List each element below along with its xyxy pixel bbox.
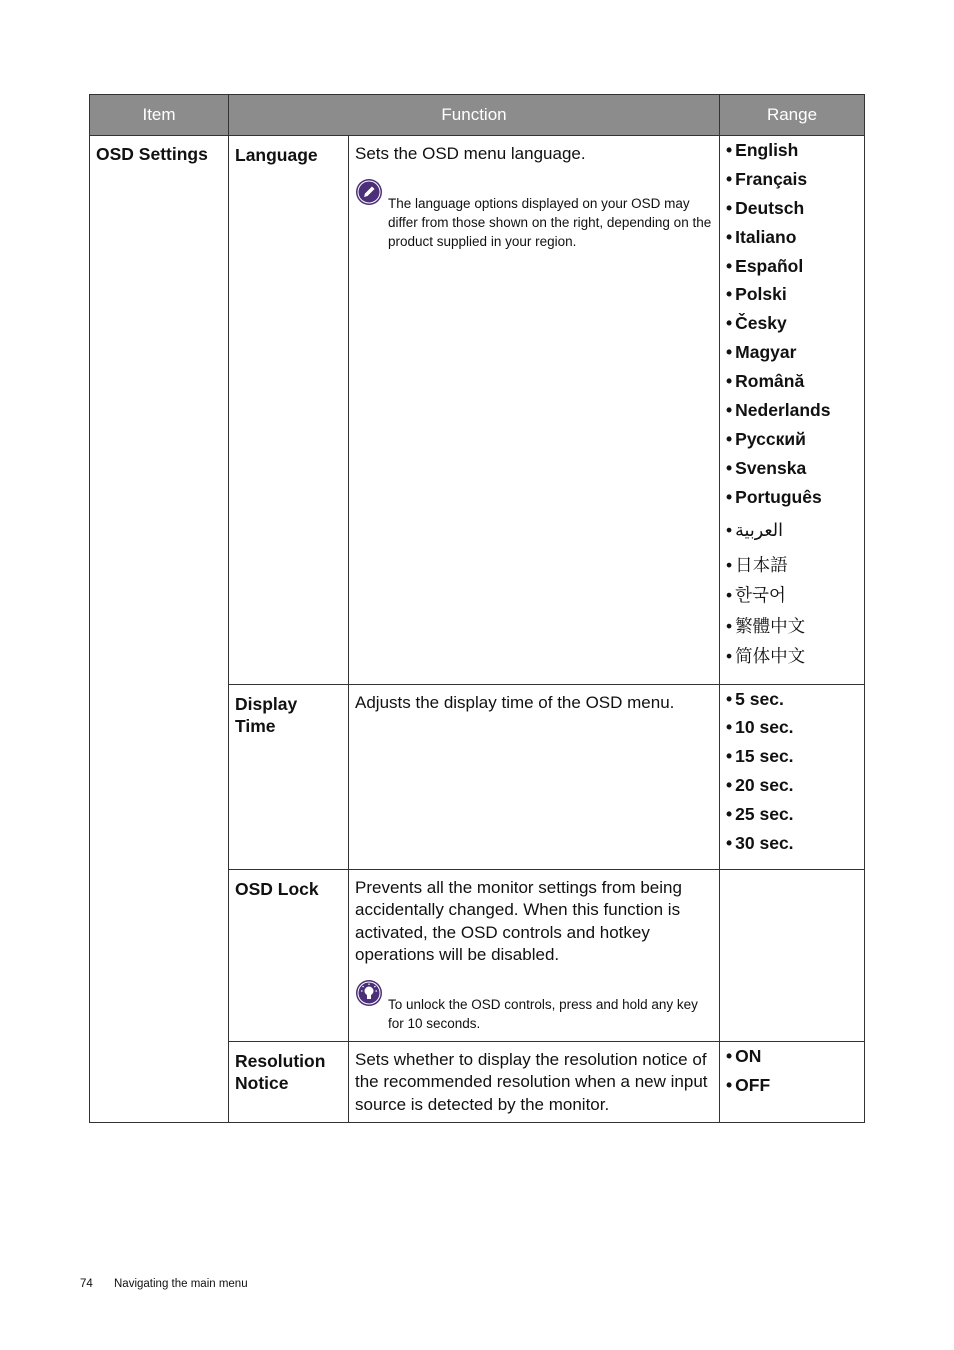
header-range: Range xyxy=(720,95,865,136)
range-option xyxy=(726,141,858,170)
option-label: 25 sec. xyxy=(735,804,794,825)
range-option xyxy=(726,617,858,648)
range-option xyxy=(726,647,858,678)
option-label: 15 sec. xyxy=(735,746,794,767)
option-label: Svenska xyxy=(735,457,807,478)
page-number: 74 xyxy=(80,1278,93,1290)
sub-item-osd-lock: OSD Lock xyxy=(229,869,349,1041)
sub-item-language: Language xyxy=(229,136,349,685)
sub-item-resolution-notice: Resolution Notice xyxy=(229,1041,349,1123)
footer-section-title: Navigating the main menu xyxy=(114,1278,248,1290)
option-label: 繁體中文 xyxy=(735,615,806,636)
table-row-language xyxy=(90,136,865,685)
bullet: • xyxy=(726,519,733,540)
range-option xyxy=(726,776,858,805)
resolution-notice-options-list xyxy=(726,1047,858,1105)
bullet: • xyxy=(726,428,733,449)
pencil-icon xyxy=(355,178,383,206)
bullet: • xyxy=(726,615,733,636)
language-note-text: The language options displayed on your OSD may differ from those shown on the right, depending on the product supplied in your region. xyxy=(388,195,712,249)
range-option xyxy=(726,285,858,314)
lightbulb-icon xyxy=(355,979,383,1007)
option-label: العربية xyxy=(735,519,783,540)
bullet: • xyxy=(726,1074,733,1095)
osd-lock-note-text: To unlock the OSD controls, press and hold any key for 10 seconds. xyxy=(388,996,698,1031)
option-label: Magyar xyxy=(735,342,797,363)
option-label: 10 sec. xyxy=(735,717,794,738)
range-option xyxy=(726,834,858,863)
sub-item-display-time: Display Time xyxy=(229,684,349,869)
option-label: Português xyxy=(735,486,822,507)
option-label: 30 sec. xyxy=(735,833,794,854)
bullet: • xyxy=(726,457,733,478)
option-label: Nederlands xyxy=(735,400,831,421)
bullet: • xyxy=(726,646,733,667)
range-display-time xyxy=(720,684,865,869)
bullet: • xyxy=(726,717,733,738)
option-label: Deutsch xyxy=(735,197,805,218)
range-option xyxy=(726,718,858,747)
range-option xyxy=(726,170,858,199)
resolution-notice-description: Sets whether to display the resolution notice of the recommended resolution when a new input source is detected by the monitor. xyxy=(355,1049,708,1114)
language-note xyxy=(355,180,713,251)
bullet: • xyxy=(726,775,733,796)
bullet: • xyxy=(726,226,733,247)
range-option xyxy=(726,199,858,228)
bullet: • xyxy=(726,688,733,709)
bullet: • xyxy=(726,554,733,575)
bullet: • xyxy=(726,746,733,767)
range-option xyxy=(726,1047,858,1076)
range-option xyxy=(726,430,858,459)
range-option xyxy=(726,556,858,587)
osd-settings-table xyxy=(89,94,865,1123)
bullet: • xyxy=(726,400,733,421)
display-time-options-list xyxy=(726,690,858,863)
option-label: Polski xyxy=(735,284,787,305)
option-label: 简体中文 xyxy=(735,646,806,667)
option-label: Français xyxy=(735,168,808,189)
header-function: Function xyxy=(229,95,720,136)
option-label: Русский xyxy=(735,428,806,449)
range-option xyxy=(726,690,858,719)
bullet: • xyxy=(726,140,733,160)
function-resolution-notice xyxy=(349,1041,720,1123)
option-label: OFF xyxy=(735,1074,771,1095)
function-osd-lock xyxy=(349,869,720,1041)
option-label: 20 sec. xyxy=(735,775,794,796)
range-option xyxy=(726,372,858,401)
option-label: English xyxy=(735,140,799,160)
option-label: ON xyxy=(735,1045,762,1066)
bullet: • xyxy=(726,371,733,392)
bullet: • xyxy=(726,1045,733,1066)
range-resolution-notice xyxy=(720,1041,865,1123)
range-option xyxy=(726,805,858,834)
range-option xyxy=(726,401,858,430)
range-osd-lock xyxy=(720,869,865,1041)
bullet: • xyxy=(726,197,733,218)
range-language xyxy=(720,136,865,685)
range-option xyxy=(726,314,858,343)
range-option xyxy=(726,1076,858,1105)
bullet: • xyxy=(726,342,733,363)
option-label: 日本語 xyxy=(735,554,788,575)
range-option xyxy=(726,517,858,556)
bullet: • xyxy=(726,313,733,334)
bullet: • xyxy=(726,833,733,854)
option-label: Česky xyxy=(735,313,787,334)
language-options-list xyxy=(726,141,858,678)
osd-lock-note xyxy=(355,981,713,1033)
function-display-time xyxy=(349,684,720,869)
option-label: Español xyxy=(735,255,804,276)
range-option xyxy=(726,257,858,286)
bullet: • xyxy=(726,804,733,825)
item-osd-settings: OSD Settings xyxy=(90,136,229,1123)
bullet: • xyxy=(726,255,733,276)
range-option xyxy=(726,459,858,488)
range-option xyxy=(726,747,858,776)
bullet: • xyxy=(726,284,733,305)
osd-lock-description: Prevents all the monitor settings from being accidentally changed. When this function is activated, the OSD controls and hotkey operations will be disabled. xyxy=(355,877,682,965)
bullet: • xyxy=(726,168,733,189)
range-option xyxy=(726,488,858,517)
bullet: • xyxy=(726,486,733,507)
range-option xyxy=(726,343,858,372)
option-label: 5 sec. xyxy=(735,688,784,709)
header-item: Item xyxy=(90,95,229,136)
bullet: • xyxy=(726,585,733,606)
option-label: 한국어 xyxy=(735,585,786,606)
option-label: Italiano xyxy=(735,226,797,247)
option-label: Română xyxy=(735,371,805,392)
language-description: Sets the OSD menu language. xyxy=(355,144,586,163)
range-option xyxy=(726,228,858,257)
range-option xyxy=(726,586,858,617)
display-time-description: Adjusts the display time of the OSD menu. xyxy=(355,692,675,712)
function-language xyxy=(349,136,720,685)
table-header-row xyxy=(90,95,865,136)
